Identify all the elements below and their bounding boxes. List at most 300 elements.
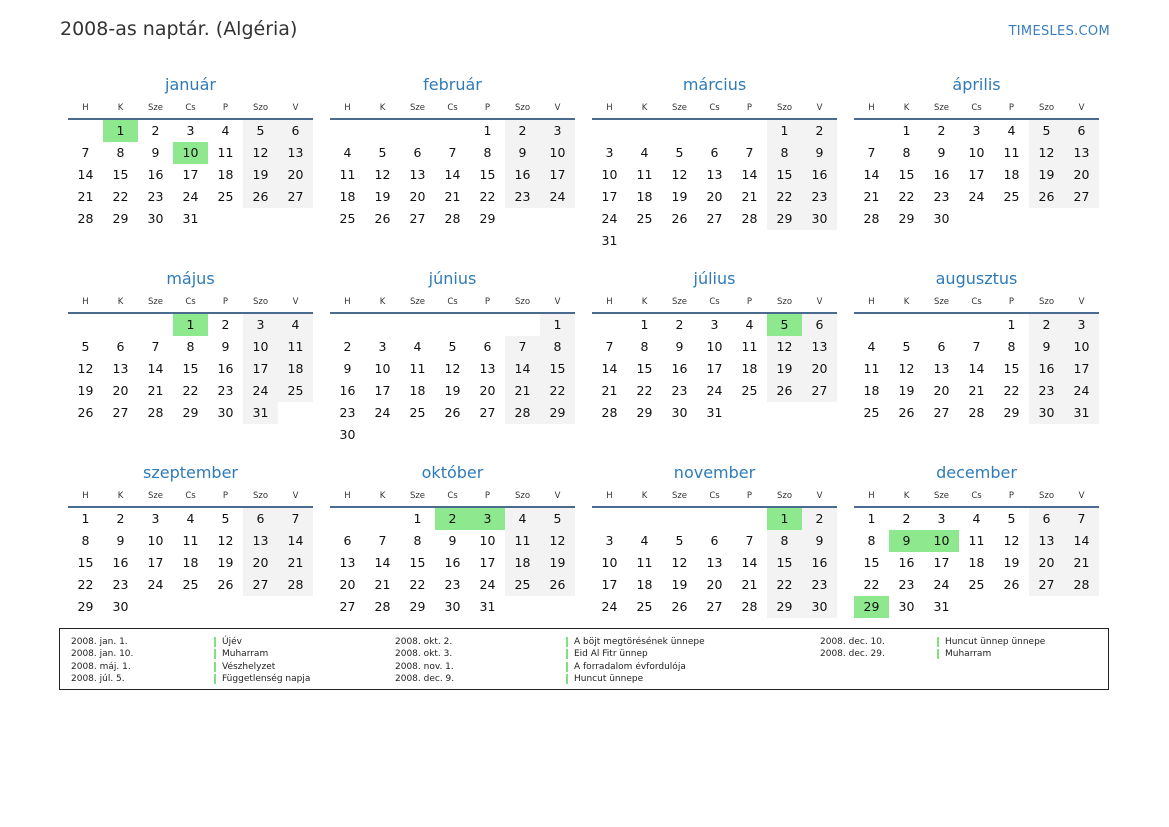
week-row	[592, 120, 837, 142]
weekday-label: Cs	[709, 491, 720, 501]
weekday-label: K	[379, 103, 386, 113]
calendar-day: 5	[1007, 511, 1016, 526]
week-row	[68, 358, 313, 380]
calendar-day: 4	[413, 339, 422, 354]
calendar-day: 8	[767, 142, 802, 164]
calendar-day: 9	[221, 339, 230, 354]
weekday-label: Szo	[252, 297, 269, 307]
calendar-day: 28	[741, 599, 758, 614]
month-10	[330, 460, 575, 618]
week-row	[592, 596, 837, 618]
calendar-day: 12	[77, 361, 94, 376]
weekday-header	[592, 292, 837, 314]
calendar-day: 7	[151, 339, 160, 354]
weekday-label: H	[606, 491, 613, 501]
empty-day	[470, 314, 505, 336]
weekday-label: Sze	[409, 491, 426, 501]
calendar-day: 16	[217, 361, 234, 376]
weekday-label: V	[554, 491, 561, 501]
weekday-label: Szo	[252, 491, 269, 501]
legend-date: 2008. júl. 5.	[71, 674, 125, 685]
month-4	[854, 72, 1099, 230]
calendar-day: 24	[968, 189, 985, 204]
calendar-day: 26	[374, 211, 391, 226]
week-row	[592, 574, 837, 596]
calendar-day: 14	[741, 167, 758, 182]
weekday-label: Sze	[147, 103, 164, 113]
calendar-day: 4	[745, 317, 754, 332]
week-row	[68, 574, 313, 596]
legend-holiday-name: Újév	[222, 637, 242, 648]
calendar-day: 6	[710, 145, 719, 160]
week-row	[330, 508, 575, 530]
calendar-day: 12	[1029, 142, 1064, 164]
calendar-day: 26	[243, 186, 278, 208]
calendar-day: 8	[902, 145, 911, 160]
calendar-day: 18	[278, 358, 313, 380]
weekday-label: K	[379, 297, 386, 307]
holiday-marker-icon	[566, 637, 568, 647]
calendar-day: 9	[675, 339, 684, 354]
calendar-day: 18	[741, 361, 758, 376]
week-row	[68, 186, 313, 208]
calendar-day: 30	[1029, 402, 1064, 424]
weekday-label: H	[82, 103, 89, 113]
holiday-marker-icon	[566, 662, 568, 672]
calendar-day: 23	[505, 186, 540, 208]
holiday-marker-icon	[214, 649, 216, 659]
calendar-day: 3	[972, 123, 981, 138]
calendar-day: 29	[767, 208, 802, 230]
calendar-day: 7	[867, 145, 876, 160]
week-row	[854, 508, 1099, 530]
calendar-day: 2	[505, 120, 540, 142]
weekday-header	[854, 486, 1099, 508]
calendar-day: 8	[640, 339, 649, 354]
calendar-day: 12	[540, 530, 575, 552]
month-name: szeptember	[142, 463, 238, 482]
calendar-day: 15	[112, 167, 129, 182]
calendar-day: 27	[112, 405, 129, 420]
calendar-day: 1	[540, 314, 575, 336]
weekday-label: Szo	[776, 297, 793, 307]
calendar-day: 19	[444, 383, 461, 398]
week-row	[68, 530, 313, 552]
weekday-label: K	[903, 103, 910, 113]
calendar-grid	[68, 72, 1102, 614]
weekday-label: Cs	[709, 297, 720, 307]
calendar-day: 21	[741, 189, 758, 204]
calendar-day: 30	[802, 208, 837, 230]
weekday-label: P	[1008, 297, 1015, 307]
empty-day	[627, 508, 662, 530]
weekday-label: P	[484, 297, 491, 307]
empty-day	[854, 314, 889, 336]
calendar-day: 27	[339, 599, 356, 614]
calendar-day: 22	[112, 189, 129, 204]
empty-day	[330, 120, 365, 142]
empty-day	[889, 314, 924, 336]
calendar-day: 5	[1029, 120, 1064, 142]
calendar-day: 5	[902, 339, 911, 354]
legend-holiday	[566, 636, 705, 648]
site-link[interactable]: TIMESLES.COM	[1008, 24, 1110, 39]
calendar-day: 10	[479, 533, 496, 548]
calendar-day: 25	[863, 405, 880, 420]
calendar-day: 29	[182, 405, 199, 420]
calendar-day: 2	[116, 511, 125, 526]
legend-holiday-name: Muharram	[222, 649, 269, 660]
calendar-day: 12	[243, 142, 278, 164]
calendar-day: 14	[1064, 530, 1099, 552]
calendar-day: 26	[1003, 577, 1020, 592]
calendar-day: 14	[444, 167, 461, 182]
calendar-day: 23	[444, 577, 461, 592]
month-name: május	[166, 269, 215, 288]
calendar-day: 23	[112, 577, 129, 592]
month-days	[854, 314, 1099, 424]
calendar-day: 22	[182, 383, 199, 398]
legend-holiday	[937, 636, 1045, 648]
calendar-day: 22	[863, 577, 880, 592]
calendar-day: 6	[937, 339, 946, 354]
calendar-day: 11	[636, 555, 653, 570]
calendar-day: 9	[937, 145, 946, 160]
weekday-label: P	[746, 103, 753, 113]
calendar-day: 8	[483, 145, 492, 160]
month-name: november	[673, 463, 756, 482]
week-row	[68, 402, 313, 424]
week-row	[330, 314, 575, 336]
month-9	[68, 460, 313, 618]
week-row	[330, 336, 575, 358]
weekday-label: V	[1078, 491, 1085, 501]
calendar-day: 16	[671, 361, 688, 376]
month-name: június	[428, 269, 477, 288]
calendar-day: 17	[540, 164, 575, 186]
calendar-day: 24	[601, 599, 618, 614]
week-row	[592, 142, 837, 164]
calendar-day: 23	[1029, 380, 1064, 402]
calendar-day: 8	[413, 533, 422, 548]
calendar-day: 14	[968, 361, 985, 376]
calendar-day: 9	[505, 142, 540, 164]
calendar-day: 17	[147, 555, 164, 570]
calendar-day: 29	[77, 599, 94, 614]
weekday-label: K	[641, 297, 648, 307]
calendar-day: 21	[968, 383, 985, 398]
calendar-day: 18	[182, 555, 199, 570]
empty-day	[662, 508, 697, 530]
week-row	[592, 230, 837, 252]
holiday-day: 10	[924, 530, 959, 552]
calendar-day: 13	[339, 555, 356, 570]
week-row	[592, 530, 837, 552]
weekday-label: V	[292, 491, 299, 501]
calendar-day: 30	[339, 427, 356, 442]
calendar-day: 19	[77, 383, 94, 398]
calendar-day: 18	[339, 189, 356, 204]
calendar-day: 8	[81, 533, 90, 548]
empty-day	[138, 314, 173, 336]
week-row	[330, 164, 575, 186]
calendar-day: 11	[741, 339, 758, 354]
calendar-day: 10	[540, 142, 575, 164]
calendar-day: 20	[1064, 164, 1099, 186]
weekday-label: Szo	[776, 103, 793, 113]
empty-day	[435, 314, 470, 336]
calendar-day: 25	[278, 380, 313, 402]
weekday-label: V	[1078, 103, 1085, 113]
calendar-day: 24	[374, 405, 391, 420]
calendar-day: 10	[147, 533, 164, 548]
calendar-day: 4	[972, 511, 981, 526]
weekday-label: V	[816, 103, 823, 113]
weekday-label: Szo	[514, 491, 531, 501]
legend-date: 2008. máj. 1.	[71, 661, 131, 672]
weekday-label: Szo	[776, 491, 793, 501]
empty-day	[365, 120, 400, 142]
holiday-day: 29	[854, 596, 889, 618]
calendar-day: 20	[112, 383, 129, 398]
calendar-day: 14	[278, 530, 313, 552]
calendar-day: 26	[217, 577, 234, 592]
calendar-day: 28	[505, 402, 540, 424]
calendar-day: 22	[636, 383, 653, 398]
weekday-label: Cs	[185, 297, 196, 307]
legend-date: 2008. dec. 29.	[820, 649, 885, 660]
calendar-day: 1	[483, 123, 492, 138]
calendar-day: 6	[802, 314, 837, 336]
legend-holiday-name: Muharram	[945, 649, 992, 660]
calendar-day: 6	[710, 533, 719, 548]
legend-holiday	[214, 648, 268, 660]
weekday-label: V	[554, 297, 561, 307]
week-row	[592, 380, 837, 402]
calendar-day: 1	[902, 123, 911, 138]
calendar-day: 15	[898, 167, 915, 182]
empty-day	[330, 314, 365, 336]
calendar-day: 14	[77, 167, 94, 182]
weekday-header	[68, 292, 313, 314]
calendar-day: 14	[741, 555, 758, 570]
week-row	[68, 380, 313, 402]
month-name: április	[952, 75, 1001, 94]
calendar-day: 18	[217, 167, 234, 182]
week-row	[68, 336, 313, 358]
calendar-day: 27	[1064, 186, 1099, 208]
weekday-label: Szo	[1038, 491, 1055, 501]
calendar-day: 3	[605, 533, 614, 548]
holiday-day: 10	[173, 142, 208, 164]
calendar-day: 17	[968, 167, 985, 182]
month-days	[592, 508, 837, 618]
legend-holiday	[214, 661, 275, 673]
weekday-label: Cs	[709, 103, 720, 113]
empty-day	[732, 508, 767, 530]
calendar-day: 5	[378, 145, 387, 160]
calendar-day: 20	[802, 358, 837, 380]
calendar-day: 25	[505, 574, 540, 596]
calendar-day: 6	[116, 339, 125, 354]
weekday-label: H	[344, 491, 351, 501]
holiday-day: 5	[767, 314, 802, 336]
legend-holiday	[214, 673, 310, 685]
calendar-day: 8	[186, 339, 195, 354]
legend-holiday	[214, 636, 242, 648]
calendar-day: 8	[867, 533, 876, 548]
calendar-day: 2	[937, 123, 946, 138]
weekday-header	[330, 98, 575, 120]
calendar-day: 14	[601, 361, 618, 376]
calendar-day: 28	[444, 211, 461, 226]
empty-day	[435, 120, 470, 142]
calendar-day: 12	[671, 555, 688, 570]
calendar-day: 9	[151, 145, 160, 160]
month-days	[330, 314, 575, 446]
weekday-label: P	[222, 491, 229, 501]
calendar-day: 23	[147, 189, 164, 204]
calendar-day: 26	[898, 405, 915, 420]
calendar-day: 18	[636, 189, 653, 204]
empty-day	[732, 120, 767, 142]
month-days	[854, 120, 1099, 230]
calendar-day: 31	[706, 405, 723, 420]
week-row	[330, 120, 575, 142]
calendar-day: 11	[1003, 145, 1020, 160]
calendar-day: 17	[1064, 358, 1099, 380]
weekday-label: Cs	[185, 491, 196, 501]
legend-holiday-name: Függetlenség napja	[222, 674, 311, 685]
calendar-day: 24	[706, 383, 723, 398]
weekday-label: K	[117, 491, 124, 501]
calendar-day: 30	[933, 211, 950, 226]
calendar-day: 6	[1064, 120, 1099, 142]
calendar-day: 1	[81, 511, 90, 526]
calendar-day: 3	[937, 511, 946, 526]
calendar-day: 18	[1003, 167, 1020, 182]
calendar-day: 4	[1007, 123, 1016, 138]
holiday-marker-icon	[937, 649, 939, 659]
legend-holiday	[566, 661, 686, 673]
calendar-day: 2	[675, 317, 684, 332]
calendar-day: 16	[933, 167, 950, 182]
weekday-label: H	[606, 297, 613, 307]
calendar-day: 15	[1003, 361, 1020, 376]
weekday-label: Sze	[147, 491, 164, 501]
calendar-day: 23	[802, 574, 837, 596]
weekday-label: Cs	[185, 103, 196, 113]
calendar-day: 25	[409, 405, 426, 420]
calendar-day: 5	[675, 145, 684, 160]
calendar-day: 11	[505, 530, 540, 552]
calendar-day: 25	[1003, 189, 1020, 204]
weekday-label: P	[222, 103, 229, 113]
week-row	[330, 380, 575, 402]
weekday-label: Szo	[1038, 103, 1055, 113]
calendar-day: 31	[243, 402, 278, 424]
weekday-label: H	[82, 491, 89, 501]
calendar-day: 2	[902, 511, 911, 526]
calendar-day: 19	[540, 552, 575, 574]
calendar-day: 25	[182, 577, 199, 592]
calendar-day: 7	[505, 336, 540, 358]
calendar-day: 1	[413, 511, 422, 526]
weekday-label: P	[222, 297, 229, 307]
calendar-day: 2	[802, 120, 837, 142]
calendar-day: 20	[243, 552, 278, 574]
calendar-day: 9	[448, 533, 457, 548]
calendar-day: 20	[706, 189, 723, 204]
weekday-label: Cs	[971, 491, 982, 501]
calendar-day: 22	[479, 189, 496, 204]
holiday-marker-icon	[937, 637, 939, 647]
legend-holiday-name: A böjt megtörésének ünnepe	[574, 637, 705, 648]
calendar-day: 26	[444, 405, 461, 420]
calendar-day: 18	[505, 552, 540, 574]
week-row	[330, 574, 575, 596]
calendar-day: 19	[1003, 555, 1020, 570]
calendar-day: 29	[112, 211, 129, 226]
calendar-day: 26	[671, 599, 688, 614]
week-row	[330, 424, 575, 446]
calendar-day: 10	[243, 336, 278, 358]
calendar-day: 2	[343, 339, 352, 354]
calendar-day: 27	[278, 186, 313, 208]
empty-day	[103, 314, 138, 336]
calendar-day: 31	[182, 211, 199, 226]
month-days	[68, 314, 313, 424]
empty-day	[365, 508, 400, 530]
calendar-day: 30	[802, 596, 837, 618]
calendar-day: 22	[767, 186, 802, 208]
weekday-label: H	[868, 491, 875, 501]
week-row	[854, 402, 1099, 424]
month-days	[330, 120, 575, 230]
calendar-day: 3	[710, 317, 719, 332]
weekday-label: P	[746, 491, 753, 501]
week-row	[330, 208, 575, 230]
calendar-day: 16	[112, 555, 129, 570]
week-row	[68, 314, 313, 336]
week-row	[592, 552, 837, 574]
calendar-day: 8	[540, 336, 575, 358]
calendar-day: 15	[767, 552, 802, 574]
calendar-day: 13	[243, 530, 278, 552]
calendar-day: 22	[409, 577, 426, 592]
week-row	[854, 380, 1099, 402]
weekday-label: K	[903, 491, 910, 501]
month-days	[854, 508, 1099, 618]
calendar-day: 22	[898, 189, 915, 204]
calendar-day: 10	[968, 145, 985, 160]
calendar-day: 11	[182, 533, 199, 548]
calendar-day: 3	[605, 145, 614, 160]
calendar-day: 26	[1029, 186, 1064, 208]
calendar-day: 16	[444, 555, 461, 570]
month-name: augusztus	[935, 269, 1018, 288]
empty-day	[662, 120, 697, 142]
weekday-header	[592, 486, 837, 508]
calendar-day: 7	[1064, 508, 1099, 530]
calendar-day: 24	[540, 186, 575, 208]
calendar-day: 5	[243, 120, 278, 142]
week-row	[330, 186, 575, 208]
month-days	[68, 508, 313, 618]
calendar-day: 8	[116, 145, 125, 160]
calendar-day: 4	[505, 508, 540, 530]
calendar-day: 28	[968, 405, 985, 420]
